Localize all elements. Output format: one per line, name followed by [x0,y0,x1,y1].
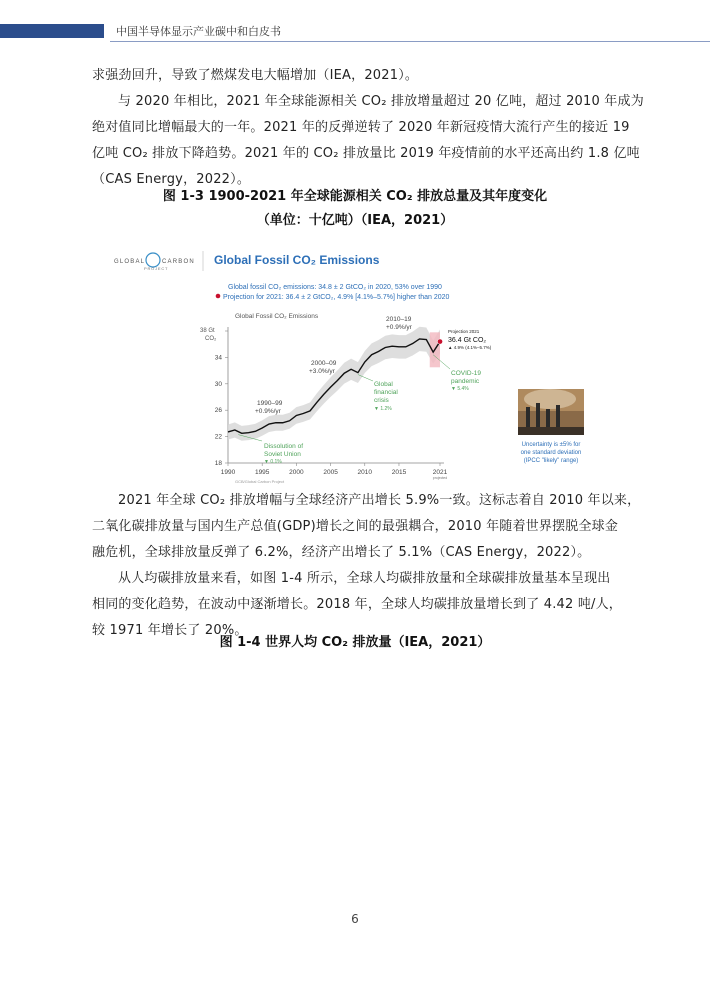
uncertainty-note-1: Uncertainty is ±5% for [521,442,581,448]
figure-svg [110,241,608,484]
paragraph-line: 较 1971 年增长了 20%。 [92,623,248,638]
gcp-logo-sub: PROJECT [144,266,169,271]
projection-pct: ▲ 4.9% (4.1%–5.7%) [448,345,492,350]
paragraph-1-line: 求强劲回升，导致了燃煤发电大幅增加（IEA，2021）。 [92,68,419,83]
summary-line-2: Projection for 2021: 36.4 ± 2 GtCO₂, 4.9% [4.1%–5.7%] higher than 2020 [223,294,450,301]
annotation-2010-19-rate: +0.9%/yr [386,324,412,331]
header-rule [110,41,710,42]
paragraph-line: 与 2020 年相比，2021 年全球能源相关 CO₂ 排放增量超过 20 亿吨，超过 2010 年成为 [118,94,644,109]
paragraph-line: 融危机，全球排放量反弹了 6.2%，经济产出增长了 5.1%（CAS Energy，2022）。 [92,545,591,560]
x-tick-label: 1990 [220,469,236,476]
annotation-gfc-pct: ▼ 1.2% [374,406,392,412]
annotation-gfc-3: crisis [374,397,389,404]
figure-1-4-caption: 图 1-4 世界人均 CO₂ 排放量（IEA，2021） [219,635,491,650]
factory-photo [518,389,584,435]
uncertainty-note-2: one standard deviation [520,450,582,456]
y-tick-label: 18 [214,460,222,467]
paragraph-line: 相同的变化趋势，在波动中逐渐增长。2018 年，全球人均碳排放量增长到了 4.42 吨/人， [92,597,623,612]
y-tick-label: 22 [214,433,222,441]
figure-1-3-caption: 图 1-3 1900-2021 年全球能源相关 CO₂ 排放总量及其年度变化 [162,189,548,204]
x-tick-label: 2021 [432,469,448,476]
annotation-covid-1: COVID-19 [451,370,481,377]
projection-point [437,339,442,344]
page-number: 6 [351,912,359,926]
figure-title: Global Fossil CO₂ Emissions [214,253,380,267]
x-tick-label: 1995 [254,469,270,476]
chart-layer [215,327,450,480]
header-bar [0,24,104,38]
annotation-1990-99: 1990–99 [257,400,283,407]
y-unit-2: CO₂ [205,336,217,342]
annotation-covid-2: pandemic [451,378,480,385]
gcp-logo-right: CARBON [162,259,195,265]
x-tick-note: projected [432,476,448,480]
y-tick-label: 34 [214,354,222,362]
summary-line-1: Global fossil CO₂ emissions: 34.8 ± 2 GtCO₂ in 2020, 53% over 1990 [228,284,442,291]
source-credit: GCB/Global Carbon Project [235,479,285,484]
y-tick-label: 30 [214,380,222,388]
annotation-covid-pct: ▼ 5.4% [451,386,469,392]
x-tick-label: 2015 [391,469,407,476]
projection-value: 36.4 Gt CO₂ [448,337,487,344]
gcp-logo-icon [146,253,160,267]
plot-title: Global Fossil CO₂ Emissions [235,313,319,320]
y-unit-1: 38 Gt [200,328,215,334]
projection-label: Projection 2021 [448,329,480,334]
x-tick-label: 2005 [323,469,338,476]
paragraph-line: 从人均碳排放量来看，如图 1-4 所示，全球人均碳排放量和全球碳排放量基本呈现出 [118,571,611,586]
header-title: 中国半导体显示产业碳中和白皮书 [116,25,281,38]
projection-bullet [216,294,221,299]
figure-1-3-caption-unit: （单位：十亿吨）（IEA，2021） [256,213,454,228]
annotation-gfc-2: financial [374,389,398,396]
paragraph-line: 绝对值同比增幅最大的一年。2021 年的反弹逆转了 2020 年新冠疫情大流行产生的接近 19 [92,120,630,135]
figure-global-fossil-co2 [110,241,608,484]
x-tick-label: 2010 [357,469,373,476]
y-tick-label: 26 [214,407,222,415]
paragraph-line: （CAS Energy，2022）。 [92,172,251,187]
annotation-gfc-1: Global [374,381,393,388]
annotation-soviet-pct: ▼ 0.1% [264,459,282,465]
gcp-logo-left: GLOBAL [114,259,146,265]
uncertainty-note-3: (IPCC "likely" range) [523,458,579,464]
annotation-1990-99-rate: +0.9%/yr [255,408,281,415]
annotation-2000-09: 2000–09 [311,360,337,367]
paragraph-line: 二氧化碳排放量与国内生产总值(GDP)增长之间的最强耦合，2010 年随着世界摆脱全球金 [92,519,619,534]
annotation-2010-19: 2010–19 [386,316,412,323]
x-tick-label: 2000 [289,469,304,476]
annotation-soviet-1: Dissolution of [264,443,304,450]
paragraph-line: 2021 年全球 CO₂ 排放增幅与全球经济产出增长 5.9%一致。这标志着自 2010 年以来， [118,493,641,508]
annotation-2000-09-rate: +3.0%/yr [309,368,335,375]
annotation-soviet-2: Soviet Union [264,451,301,458]
paragraph-line: 亿吨 CO₂ 排放下降趋势。2021 年的 CO₂ 排放量比 2019 年疫情前的水平还高出约 1.8 亿吨 [92,146,640,161]
